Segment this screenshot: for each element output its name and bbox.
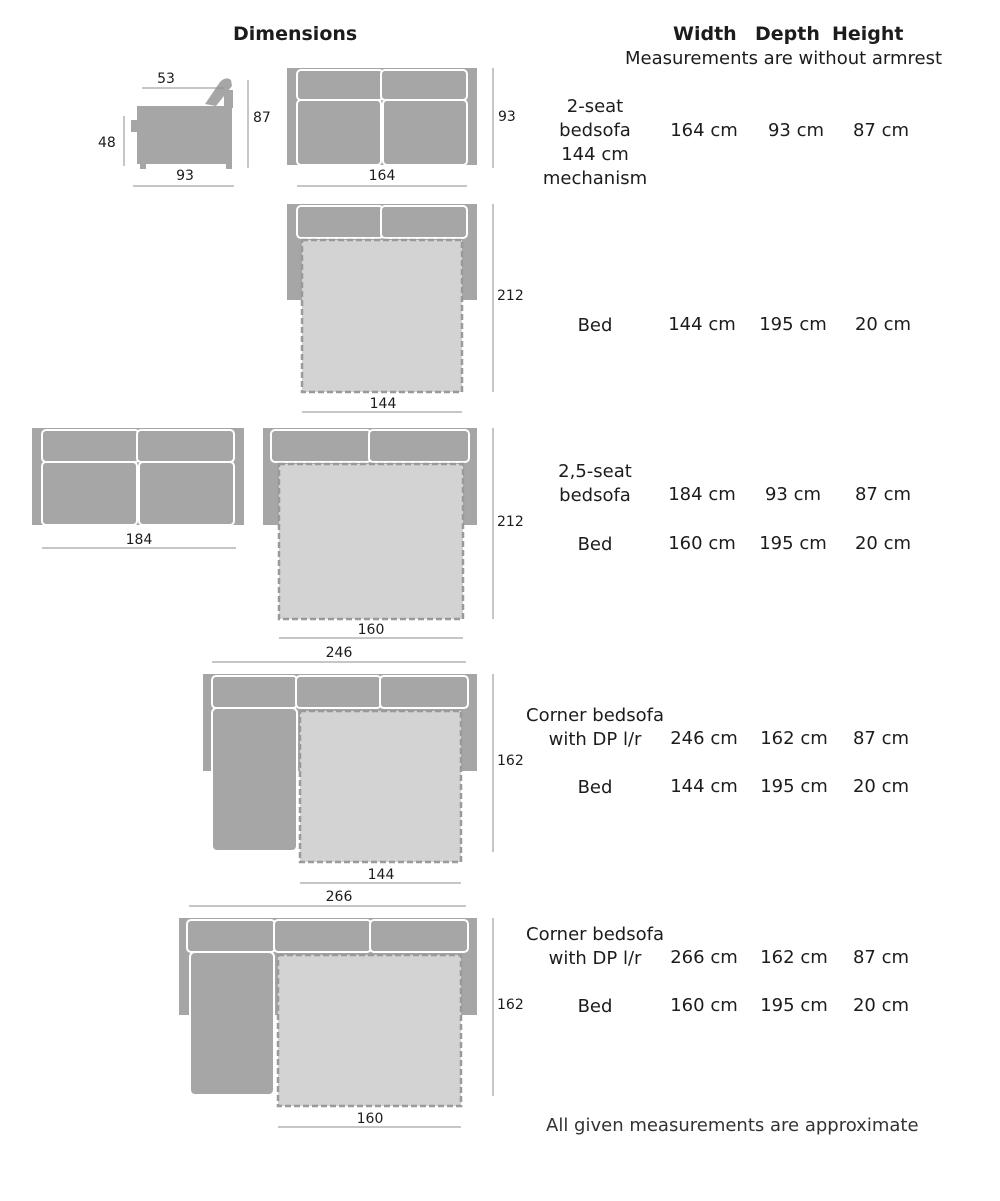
height-value: 20 cm [852, 776, 910, 797]
depth-value: 195 cm [760, 776, 828, 797]
height-value: 87 cm [852, 120, 910, 141]
height-value: 20 cm [854, 533, 912, 554]
two-half-seat-bed-view [263, 428, 493, 638]
corner1-width-label: 246 [325, 645, 353, 661]
bed2-depth-label: 212 [497, 288, 524, 304]
height-value: 87 cm [852, 728, 910, 749]
row-name: Bed [577, 996, 613, 1017]
width-column-header: Width [673, 23, 737, 45]
row-name: Corner bedsofa with DP l/r [526, 705, 664, 750]
corner-sofa-246-view [203, 662, 493, 883]
depth-value: 93 cm [767, 120, 825, 141]
corner-sofa-266-view [179, 906, 493, 1127]
depth-value: 162 cm [760, 947, 828, 968]
corner2-depth-label: 162 [497, 997, 524, 1013]
side-seat-depth-label: 53 [157, 71, 175, 87]
two-half-seat-front-view [32, 428, 244, 548]
dimensions-heading: Dimensions [233, 23, 358, 45]
bed2-width-label: 144 [369, 396, 397, 412]
depth-value: 195 cm [759, 533, 827, 554]
depth-value: 93 cm [764, 484, 822, 505]
corner1-bed-width-label: 144 [367, 867, 395, 883]
side-depth-label: 93 [176, 168, 194, 184]
width-value: 160 cm [670, 995, 738, 1016]
depth-value: 162 cm [760, 728, 828, 749]
width-value: 144 cm [668, 314, 736, 335]
side-seat-height-label: 48 [98, 135, 116, 151]
row-name: Bed [577, 777, 613, 798]
width-value: 144 cm [670, 776, 738, 797]
bed25-depth-label: 212 [497, 514, 524, 530]
sofa2-width-label: 164 [368, 168, 396, 184]
corner2-width-label: 266 [325, 889, 353, 905]
row-name: Corner bedsofa with DP l/r [526, 924, 664, 969]
sofa25-width-label: 184 [125, 532, 153, 548]
height-column-header: Height [832, 23, 904, 45]
corner1-depth-label: 162 [497, 753, 524, 769]
depth-value: 195 cm [759, 314, 827, 335]
armrest-note: Measurements are without armrest [625, 48, 943, 69]
height-value: 20 cm [854, 314, 912, 335]
height-value: 20 cm [852, 995, 910, 1016]
row-name: Bed [577, 534, 613, 555]
bed25-width-label: 160 [357, 622, 385, 638]
depth-column-header: Depth [755, 23, 820, 45]
approximate-note: All given measurements are approximate [546, 1115, 919, 1136]
two-seat-bed-view [287, 204, 493, 412]
width-value: 184 cm [668, 484, 736, 505]
height-value: 87 cm [852, 947, 910, 968]
depth-value: 195 cm [760, 995, 828, 1016]
width-value: 266 cm [670, 947, 738, 968]
width-value: 246 cm [670, 728, 738, 749]
width-value: 160 cm [668, 533, 736, 554]
row-name: 2,5-seat bedsofa [558, 461, 632, 506]
row-name: Bed [577, 315, 613, 336]
sofa2-depth-label: 93 [498, 109, 516, 125]
corner2-bed-width-label: 160 [356, 1111, 384, 1127]
row-name: 2-seat bedsofa 144 cm mechanism [542, 96, 648, 189]
width-value: 164 cm [670, 120, 738, 141]
height-value: 87 cm [854, 484, 912, 505]
side-height-label: 87 [253, 110, 271, 126]
